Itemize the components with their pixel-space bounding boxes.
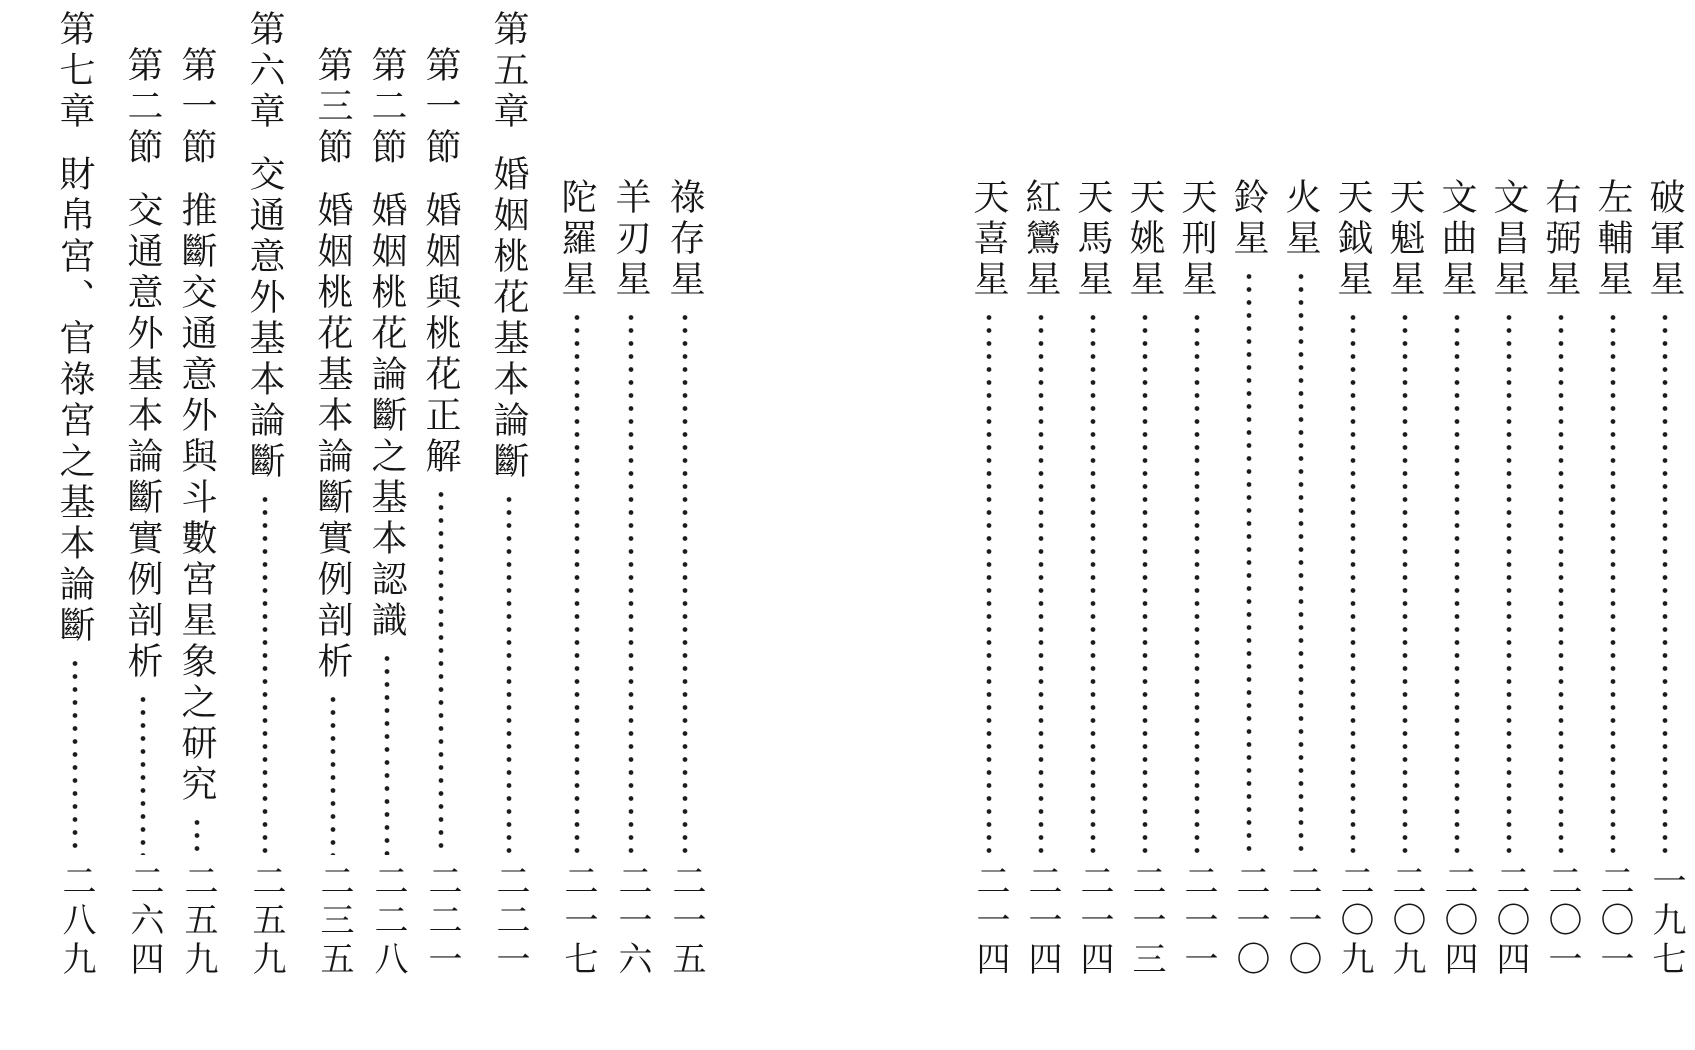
page-number: 二〇一 xyxy=(1543,863,1580,980)
page-number: 二〇四 xyxy=(1439,863,1476,980)
entry-title: 天鉞星 xyxy=(1333,178,1373,301)
entry-title: 婚姻桃花基本論斷實例剖析 xyxy=(313,191,353,683)
dot-leader xyxy=(555,311,599,855)
page-number: 二一四 xyxy=(971,863,1008,980)
page-number: 二二一 xyxy=(423,863,460,980)
toc-entry-ch5-section-3 xyxy=(311,0,355,1050)
toc-entry-chapter-5 xyxy=(487,0,531,1050)
page-number: 二〇四 xyxy=(1491,863,1528,980)
toc-entry-zuo-fu-star xyxy=(1591,0,1635,1050)
page-number: 一九七 xyxy=(1647,863,1684,980)
toc-entry-tian-ma-star xyxy=(1071,0,1115,1050)
entry-title: 火星 xyxy=(1281,178,1321,260)
toc-entry-hong-luan-star xyxy=(1019,0,1063,1050)
dot-leader xyxy=(663,311,707,855)
section-label: 第一節 xyxy=(177,46,217,169)
entry-title: 交通意外基本論斷實例剖析 xyxy=(123,191,163,683)
toc-entry-huo-star xyxy=(1279,0,1323,1050)
page-number: 二一一 xyxy=(1179,863,1216,980)
dot-leader xyxy=(1487,311,1531,855)
dot-leader xyxy=(53,657,97,855)
section-label: 第一節 xyxy=(421,46,461,169)
page-number: 二〇九 xyxy=(1387,863,1424,980)
entry-title: 交通意外基本論斷 xyxy=(245,155,285,483)
entry-title: 天馬星 xyxy=(1073,178,1113,301)
toc-entry-tian-yao-star xyxy=(1123,0,1167,1050)
page-number: 二一三 xyxy=(1127,863,1164,980)
toc-entry-ch6-section-1 xyxy=(175,0,219,1050)
dot-leader xyxy=(1331,311,1375,855)
toc-entry-yang-ren-star xyxy=(609,0,653,1050)
entry-title: 文曲星 xyxy=(1437,178,1477,301)
entry-title: 紅鸞星 xyxy=(1021,178,1061,301)
entry-title: 右弼星 xyxy=(1541,178,1581,301)
toc-entry-ch5-section-2 xyxy=(365,0,409,1050)
section-label: 第三節 xyxy=(313,46,353,169)
dot-leader xyxy=(1175,311,1219,855)
toc-entry-tian-kui-star xyxy=(1383,0,1427,1050)
dot-leader xyxy=(1539,311,1583,855)
chapter-label: 第七章 xyxy=(55,10,95,133)
toc-entry-tian-xi-star xyxy=(967,0,1011,1050)
entry-title: 祿存星 xyxy=(665,178,705,301)
entry-title: 天刑星 xyxy=(1177,178,1217,301)
page-number: 二五九 xyxy=(247,863,284,980)
dot-leader xyxy=(1279,270,1323,855)
page-number: 二〇一 xyxy=(1595,863,1632,980)
page-number: 二一〇 xyxy=(1283,863,1320,980)
page-number: 二一五 xyxy=(667,863,704,980)
entry-title: 婚姻桃花基本論斷 xyxy=(489,155,529,483)
page-number: 二一七 xyxy=(559,863,596,980)
dot-leader xyxy=(311,693,355,855)
page-number: 二一四 xyxy=(1075,863,1112,980)
entry-title: 財帛宮、官祿宮之基本論斷 xyxy=(55,155,95,647)
page-number: 二六四 xyxy=(125,863,162,980)
toc-page-left xyxy=(0,0,712,1050)
page-number: 二一四 xyxy=(1023,863,1060,980)
entry-title: 羊刃星 xyxy=(611,178,651,301)
dot-leader xyxy=(121,693,165,855)
entry-title: 推斷交通意外與斗數宮星象之研究 xyxy=(177,191,217,806)
dot-leader xyxy=(1019,311,1063,855)
toc-entry-tian-yue-star xyxy=(1331,0,1375,1050)
toc-entry-lu-cun-star xyxy=(663,0,707,1050)
dot-leader xyxy=(1383,311,1427,855)
page-number: 二一〇 xyxy=(1231,863,1268,980)
entry-title: 天魁星 xyxy=(1385,178,1425,301)
entry-title: 天喜星 xyxy=(969,178,1009,301)
toc-entry-you-bi-star xyxy=(1539,0,1583,1050)
toc-entry-tian-xing-star xyxy=(1175,0,1219,1050)
page-number: 二三五 xyxy=(315,863,352,980)
page-number: 二二一 xyxy=(491,863,528,980)
dot-leader xyxy=(365,652,409,855)
toc-entry-chapter-6 xyxy=(243,0,287,1050)
entry-title: 左輔星 xyxy=(1593,178,1633,301)
toc-entry-tuo-luo-star xyxy=(555,0,599,1050)
entry-title: 婚姻與桃花正解 xyxy=(421,191,461,478)
dot-leader xyxy=(1123,311,1167,855)
page-number: 二五九 xyxy=(179,863,216,980)
toc-entry-po-jun-star xyxy=(1643,0,1687,1050)
section-label: 第二節 xyxy=(123,46,163,169)
entry-title: 鈴星 xyxy=(1229,178,1269,260)
dot-leader xyxy=(1071,311,1115,855)
dot-leader xyxy=(967,311,1011,855)
chapter-label: 第六章 xyxy=(245,10,285,133)
toc-page-right xyxy=(945,0,1691,1050)
section-label: 第二節 xyxy=(367,46,407,169)
page-number: 二一六 xyxy=(613,863,650,980)
toc-entry-ch5-section-1 xyxy=(419,0,463,1050)
entry-title: 破軍星 xyxy=(1645,178,1685,301)
dot-leader xyxy=(1591,311,1635,855)
dot-leader xyxy=(1227,270,1271,855)
page-number: 二二八 xyxy=(369,863,406,980)
chapter-label: 第五章 xyxy=(489,10,529,133)
entry-title: 陀羅星 xyxy=(557,178,597,301)
dot-leader xyxy=(487,493,531,855)
dot-leader xyxy=(1643,311,1687,855)
dot-leader xyxy=(1435,311,1479,855)
page-number: 二八九 xyxy=(57,863,94,980)
entry-title: 天姚星 xyxy=(1125,178,1165,301)
toc-entry-wen-chang-star xyxy=(1487,0,1531,1050)
toc-entry-chapter-7 xyxy=(53,0,97,1050)
dot-leader xyxy=(243,493,287,855)
entry-title: 婚姻桃花論斷之基本認識 xyxy=(367,191,407,642)
toc-entry-ling-star xyxy=(1227,0,1271,1050)
toc-entry-ch6-section-2 xyxy=(121,0,165,1050)
dot-leader xyxy=(609,311,653,855)
dot-leader xyxy=(175,816,219,855)
toc-entry-wen-qu-star xyxy=(1435,0,1479,1050)
page-number: 二〇九 xyxy=(1335,863,1372,980)
entry-title: 文昌星 xyxy=(1489,178,1529,301)
dot-leader xyxy=(419,488,463,855)
